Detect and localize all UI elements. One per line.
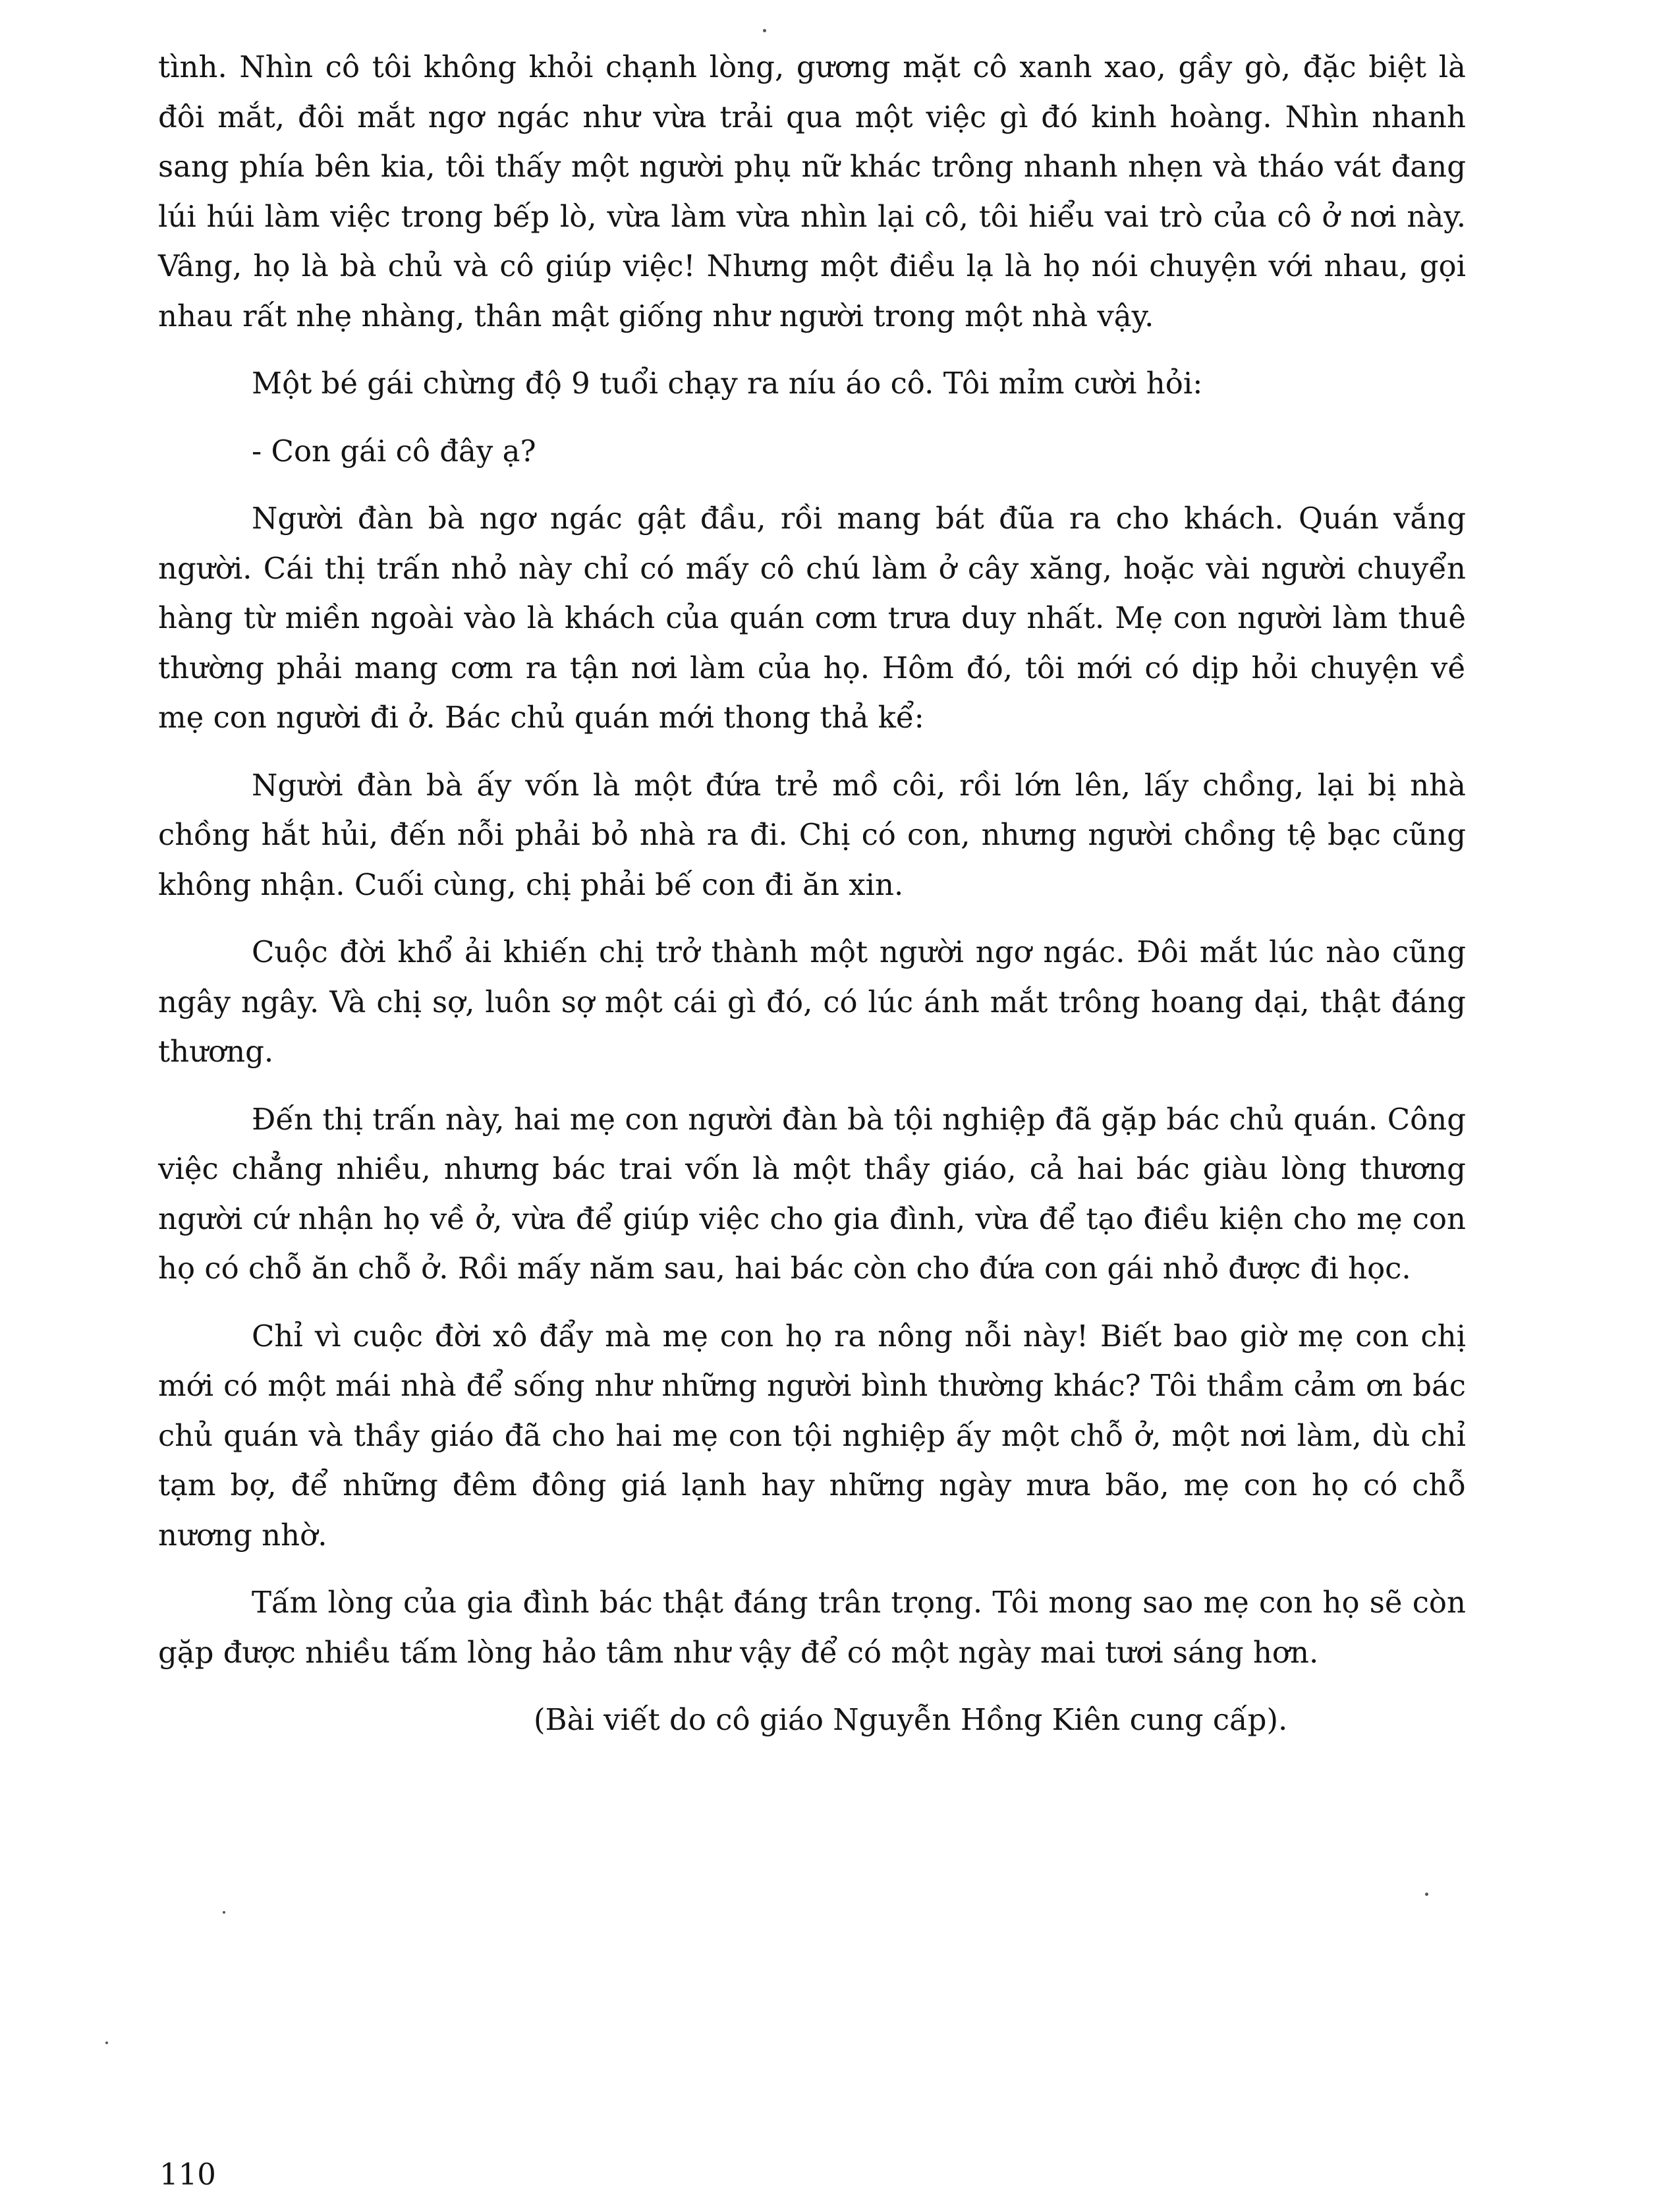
paragraph: Cuộc đời khổ ải khiến chị trở thành một người ngơ ngác. Đôi mắt lúc nào cũng ngây ngây. Và chị sợ, luôn sợ một cái gì đó, có lúc ánh mắt trông hoang dại, thật đáng thương. (158, 934, 1466, 1069)
paragraph: Một bé gái chừng độ 9 tuổi chạy ra níu áo cô. Tôi mỉm cười hỏi: (252, 366, 1203, 401)
paragraph: Người đàn bà ấy vốn là một đứa trẻ mồ côi, rồi lớn lên, lấy chồng, lại bị nhà chồng hắt hủi, đến nỗi phải bỏ nhà ra đi. Chị có con, nhưng người chồng tệ bạc cũng không nhận. Cuối cùng, chị phải bế con đi ăn xin. (158, 767, 1466, 902)
paragraph: Chỉ vì cuộc đời xô đẩy mà mẹ con họ ra nông nỗi này! Biết bao giờ mẹ con chị mới có một mái nhà để sống như những người bình thường khác? Tôi thầm cảm ơn bác chủ quán và thầy giáo đã cho hai mẹ con tội nghiệp ấy một chỗ ở, một nơi làm, dù chỉ tạm bợ, để những đêm đông giá lạnh hay những ngày mưa bão, mẹ con họ có chỗ nương nhờ. (158, 1318, 1466, 1553)
page-number: 110 (159, 2157, 216, 2192)
dialogue-line: - Con gái cô đây ạ? (252, 433, 536, 469)
scan-speck (1425, 1893, 1428, 1896)
body-text (158, 42, 1466, 1745)
paragraph: Người đàn bà ngơ ngác gật đầu, rồi mang bát đũa ra cho khách. Quán vắng người. Cái thị trấn nhỏ này chỉ có mấy cô chú làm ở cây xăng, hoặc vài người chuyển hàng từ miền ngoài vào là khách của quán cơm trưa duy nhất. Mẹ con người làm thuê thường phải mang cơm ra tận nơi làm của họ. Hôm đó, tôi mới có dịp hỏi chuyện về mẹ con người đi ở. Bác chủ quán mới thong thả kể: (158, 501, 1466, 735)
scan-speck (763, 29, 766, 32)
paragraph: Đến thị trấn này, hai mẹ con người đàn bà tội nghiệp đã gặp bác chủ quán. Công việc chẳng nhiều, nhưng bác trai vốn là một thầy giáo, cả hai bác giàu lòng thương người cứ nhận họ về ở, vừa để giúp việc cho gia đình, vừa để tạo điều kiện cho mẹ con họ có chỗ ăn chỗ ở. Rồi mấy năm sau, hai bác còn cho đứa con gái nhỏ được đi học. (158, 1101, 1466, 1286)
paragraph-continuation: tình. Nhìn cô tôi không khỏi chạnh lòng, gương mặt cô xanh xao, gầy gò, đặc biệt là đôi mắt, đôi mắt ngơ ngác như vừa trải qua một việc gì đó kinh hoàng. Nhìn nhanh sang phía bên kia, tôi thấy một người phụ nữ khác trông nhanh nhẹn và tháo vát đang lúi húi làm việc trong bếp lò, vừa làm vừa nhìn lại cô, tôi hiểu vai trò của cô ở nơi này. Vâng, họ là bà chủ và cô giúp việc! Nhưng một điều lạ là họ nói chuyện với nhau, gọi nhau rất nhẹ nhàng, thân mật giống như người trong một nhà vậy. (158, 49, 1466, 333)
scan-speck (223, 1911, 225, 1914)
source-caption: (Bài viết do cô giáo Nguyễn Hồng Kiên cung cấp). (534, 1702, 1288, 1737)
scan-speck (105, 2042, 108, 2044)
paragraph: Tấm lòng của gia đình bác thật đáng trân trọng. Tôi mong sao mẹ con họ sẽ còn gặp được nhiều tấm lòng hảo tâm như vậy để có một ngày mai tươi sáng hơn. (158, 1585, 1466, 1670)
